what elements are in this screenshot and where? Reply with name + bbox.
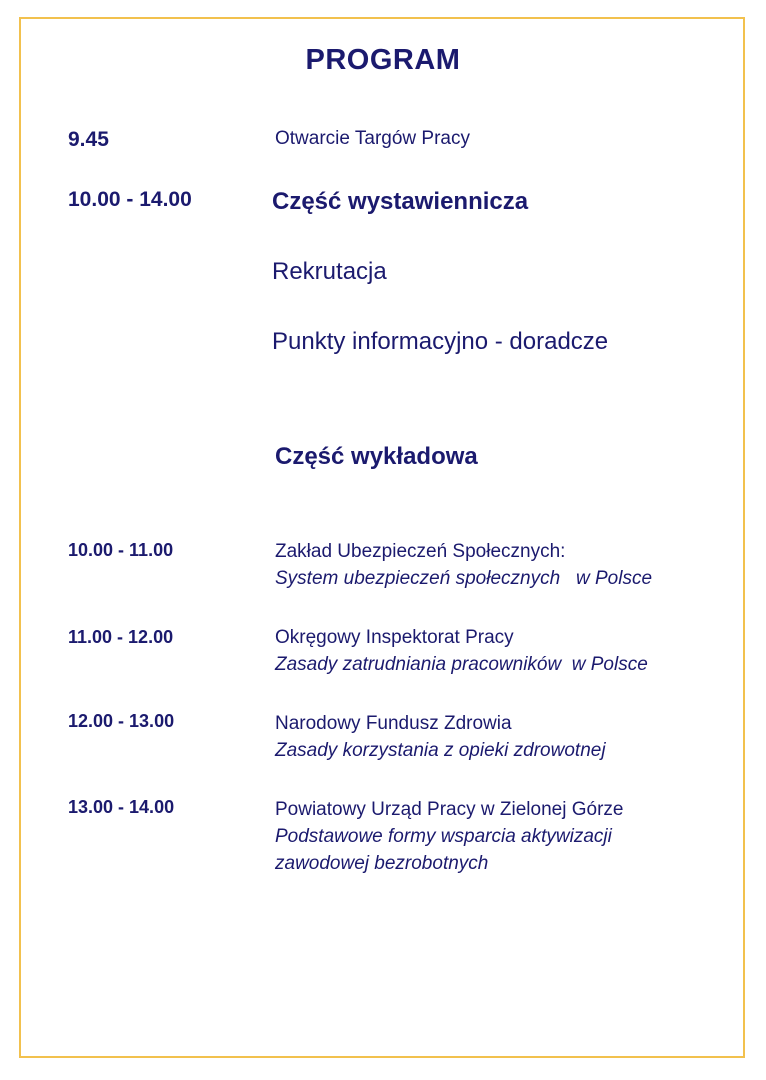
lecture-topic: Podstawowe formy wsparcia aktywizacji — [275, 826, 612, 847]
lecture-heading: Część wykładowa — [275, 443, 478, 470]
lecture-time: 11.00 - 12.00 — [68, 627, 174, 647]
lecture-institution: Narodowy Fundusz Zdrowia — [275, 713, 512, 734]
exhibition-item-info-points: Punkty informacyjno - doradcze — [272, 328, 609, 355]
lecture-time: 13.00 - 14.00 — [68, 797, 175, 817]
lecture-time: 12.00 - 13.00 — [68, 711, 175, 731]
lecture-time: 10.00 - 11.00 — [68, 540, 174, 560]
lecture-institution: Okręgowy Inspektorat Pracy — [275, 627, 514, 648]
lecture-entry — [275, 538, 652, 592]
lecture-institution: Powiatowy Urząd Pracy w Zielonej Górze — [275, 799, 624, 820]
lecture-entry — [275, 624, 648, 678]
opening-time: 9.45 — [68, 128, 109, 151]
lecture-entry — [275, 710, 606, 764]
lecture-topic: Zasady korzystania z opieki zdrowotnej — [275, 740, 606, 761]
lecture-entry — [275, 796, 623, 877]
opening-label: Otwarcie Targów Pracy — [275, 128, 470, 149]
exhibition-heading: Część wystawiennicza — [272, 188, 529, 215]
exhibition-item-recruitment: Rekrutacja — [272, 258, 387, 285]
lecture-topic-line2: zawodowej bezrobotnych — [275, 853, 489, 874]
lecture-topic: Zasady zatrudniania pracowników w Polsce — [275, 654, 648, 675]
lecture-institution: Zakład Ubezpieczeń Społecznych: — [275, 541, 566, 562]
lecture-topic: System ubezpieczeń społecznych w Polsce — [275, 568, 653, 589]
exhibition-time: 10.00 - 14.00 — [68, 188, 192, 211]
page-title: PROGRAM — [305, 44, 461, 76]
